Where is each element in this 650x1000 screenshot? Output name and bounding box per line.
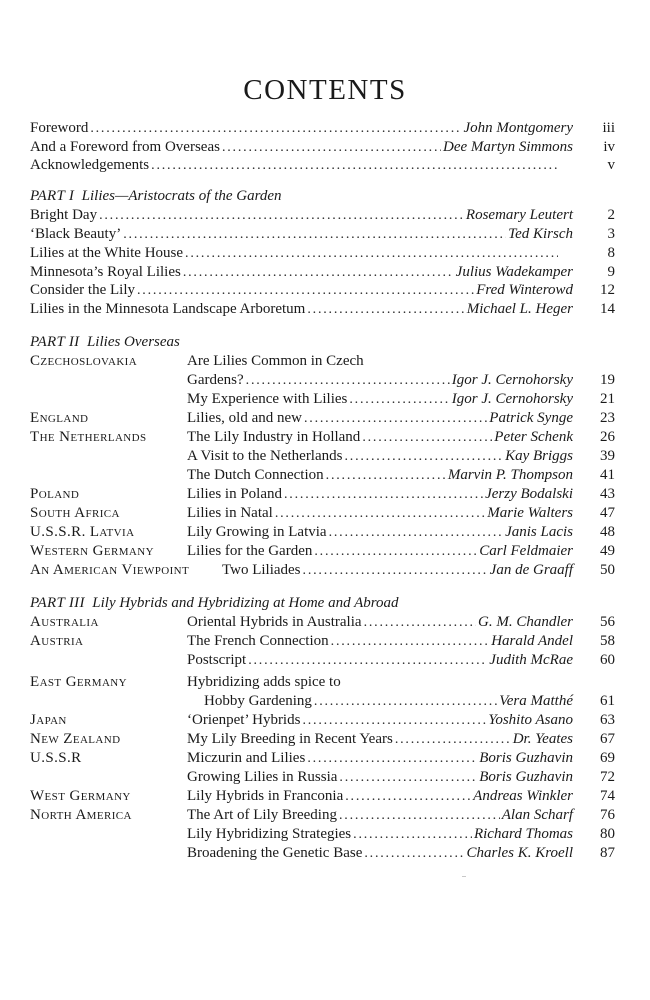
entry-page: 8: [607, 245, 615, 261]
dot-leader: [345, 788, 471, 806]
toc-entry: [30, 156, 560, 174]
toc-entry: [30, 281, 573, 299]
entry-page: 41: [600, 467, 615, 483]
entry-page: iv: [603, 139, 615, 155]
entry-page: 80: [600, 826, 615, 842]
entry-author: Janis Lacis: [505, 524, 573, 540]
country-label: Czechoslovakia: [30, 353, 138, 369]
toc-entry: [187, 787, 573, 805]
toc-entry: [187, 485, 573, 503]
entry-page: 26: [600, 429, 615, 445]
entry-page: v: [607, 157, 615, 173]
dot-leader: [284, 486, 483, 504]
entry-author: Ted Kirsch: [508, 226, 573, 242]
entry-page: 56: [600, 614, 615, 630]
part-name: Lilies Overseas: [86, 334, 180, 350]
toc-entry: [30, 225, 573, 243]
part-number: PART II: [30, 334, 80, 350]
toc-entry: [187, 768, 573, 786]
entry-title: My Experience with Lilies: [187, 391, 348, 407]
entry-title: Hobby Gardening: [204, 693, 312, 709]
dot-leader: [314, 693, 497, 711]
toc-entry: [187, 542, 573, 560]
dot-leader: [222, 139, 441, 157]
entry-title: Lilies for the Garden: [187, 543, 313, 559]
dot-leader: [364, 614, 476, 632]
entry-title: My Lily Breeding in Recent Years: [187, 731, 393, 747]
entry-author: Charles K. Kroell: [466, 845, 573, 861]
entry-author: Marvin P. Thompson: [447, 467, 573, 483]
entry-author: Jerzy Bodalski: [485, 486, 573, 502]
entry-page: 69: [600, 750, 615, 766]
dot-leader: [246, 372, 450, 390]
dot-leader: [349, 391, 449, 409]
country-label: South Africa: [30, 505, 120, 521]
dot-leader: [339, 769, 477, 787]
toc-entry: [30, 206, 573, 224]
entry-page: 14: [600, 301, 615, 317]
toc-entry: [187, 466, 573, 484]
entry-author: Patrick Synge: [489, 410, 573, 426]
entry-title: Lily Hybrids in Franconia: [187, 788, 344, 804]
entry-page: 43: [600, 486, 615, 502]
dot-leader: [151, 157, 558, 175]
entry-title-first-line: Hybridizing adds spice to: [187, 674, 341, 690]
entry-page: 63: [600, 712, 615, 728]
entry-title: Minnesota’s Royal Lilies: [30, 264, 181, 280]
entry-title: ‘Orienpet’ Hybrids: [187, 712, 301, 728]
entry-title: The Dutch Connection: [187, 467, 324, 483]
toc-entry: [187, 504, 573, 522]
country-label: Japan: [30, 712, 67, 728]
toc-entry: [187, 806, 573, 824]
entry-page: 3: [607, 226, 615, 242]
entry-title: ‘Black Beauty’: [30, 226, 122, 242]
country-label: New Zealand: [30, 731, 121, 747]
entry-title: A Visit to the Netherlands: [187, 448, 343, 464]
part-heading: [30, 594, 399, 612]
entry-author: Dr. Yeates: [512, 731, 573, 747]
entry-author: John Montgomery: [463, 120, 573, 136]
entry-page: 23: [600, 410, 615, 426]
part-number: PART III: [30, 595, 85, 611]
entry-author: Yoshito Asano: [488, 712, 573, 728]
dot-leader: [183, 264, 454, 282]
entry-page: 50: [600, 562, 615, 578]
toc-entry: [187, 428, 573, 446]
entry-page: 58: [600, 633, 615, 649]
country-label: East Germany: [30, 674, 127, 690]
toc-entry: [187, 651, 573, 669]
entry-author: Carl Feldmaier: [479, 543, 573, 559]
dot-leader: [339, 807, 500, 825]
dot-leader: [331, 633, 490, 651]
entry-page: 21: [600, 391, 615, 407]
entry-author: G. M. Chandler: [478, 614, 573, 630]
entry-title: Lilies, old and new: [187, 410, 302, 426]
entry-title: Lily Growing in Latvia: [187, 524, 327, 540]
entry-page: 39: [600, 448, 615, 464]
toc-entry: [30, 119, 573, 137]
entry-page: 19: [600, 372, 615, 388]
entry-author: Julius Wadekamper: [455, 264, 573, 280]
toc-entry: [30, 300, 573, 318]
entry-page: 48: [600, 524, 615, 540]
entry-author: Boris Guzhavin: [479, 769, 573, 785]
country-label: Western Germany: [30, 543, 154, 559]
country-label: Austria: [30, 633, 84, 649]
entry-author: Marie Walters: [487, 505, 573, 521]
entry-page: 9: [607, 264, 615, 280]
entry-page: 61: [600, 693, 615, 709]
entry-page: 60: [600, 652, 615, 668]
entry-page: 49: [600, 543, 615, 559]
dot-leader: [364, 845, 464, 863]
entry-author: Andreas Winkler: [473, 788, 573, 804]
entry-title: Foreword: [30, 120, 89, 136]
dot-leader: [314, 543, 477, 561]
country-label: U.S.S.R: [30, 750, 82, 766]
entry-title: Acknowledgements: [30, 157, 150, 173]
entry-title-first-line: Are Lilies Common in Czech: [187, 353, 364, 369]
toc-entry: [187, 730, 573, 748]
country-label: England: [30, 410, 89, 426]
toc-entry: [187, 613, 573, 631]
dot-leader: [304, 410, 487, 428]
entry-author: Michael L. Heger: [466, 301, 573, 317]
entry-title: Lilies in Natal: [187, 505, 273, 521]
entry-author: Igor J. Cernohorsky: [451, 391, 573, 407]
dot-leader: [326, 467, 446, 485]
dot-leader: [395, 731, 511, 749]
part-heading: [30, 187, 282, 205]
entry-title: Postscript: [187, 652, 247, 668]
dot-leader: [185, 245, 558, 263]
toc-entry: [204, 692, 573, 710]
entry-author: Jan de Graaff: [489, 562, 573, 578]
entry-author: Richard Thomas: [473, 826, 573, 842]
toc-entry: [187, 825, 573, 843]
dot-leader: [353, 826, 472, 844]
country-label: Australia: [30, 614, 99, 630]
dot-leader: [344, 448, 503, 466]
toc-entry: [187, 390, 573, 408]
country-label: Poland: [30, 486, 80, 502]
entry-page: 2: [607, 207, 615, 223]
scan-mark: [462, 876, 466, 877]
toc-entry: [222, 561, 573, 579]
entry-author: Igor J. Cernohorsky: [451, 372, 573, 388]
dot-leader: [303, 562, 488, 580]
entry-author: Dee Martyn Simmons: [443, 139, 573, 155]
dot-leader: [99, 207, 464, 225]
entry-title: The Art of Lily Breeding: [187, 807, 337, 823]
toc-entry: [187, 447, 573, 465]
toc-entry: [187, 711, 573, 729]
part-name: Lily Hybrids and Hybridizing at Home and Abroad: [92, 595, 399, 611]
dot-leader: [307, 301, 464, 319]
entry-title: Two Liliades: [222, 562, 301, 578]
entry-title: Oriental Hybrids in Australia: [187, 614, 362, 630]
entry-author: Kay Briggs: [505, 448, 573, 464]
entry-author: Fred Winterowd: [476, 282, 573, 298]
entry-author: Judith McRae: [489, 652, 573, 668]
country-label: The Netherlands: [30, 429, 147, 445]
entry-title: Miczurin and Lilies: [187, 750, 306, 766]
part-heading: [30, 333, 180, 351]
entry-author: Boris Guzhavin: [479, 750, 573, 766]
toc-entry: [187, 844, 573, 862]
entry-title: Consider the Lily: [30, 282, 135, 298]
page-title: CONTENTS: [243, 74, 407, 106]
entry-author: Harald Andel: [491, 633, 573, 649]
entry-title: Lilies in Poland: [187, 486, 282, 502]
country-label: U.S.S.R. Latvia: [30, 524, 135, 540]
dot-leader: [329, 524, 504, 542]
dot-leader: [248, 652, 487, 670]
entry-page: 72: [600, 769, 615, 785]
entry-page: 12: [600, 282, 615, 298]
entry-title: The French Connection: [187, 633, 329, 649]
entry-title: Growing Lilies in Russia: [187, 769, 338, 785]
dot-leader: [137, 282, 474, 300]
dot-leader: [302, 712, 486, 730]
toc-entry: [30, 244, 560, 262]
dot-leader: [275, 505, 485, 523]
toc-entry: [30, 138, 573, 156]
entry-title: The Lily Industry in Holland: [187, 429, 361, 445]
country-label: West Germany: [30, 788, 131, 804]
entry-page: 74: [600, 788, 615, 804]
entry-title: Lilies at the White House: [30, 245, 184, 261]
dot-leader: [123, 226, 506, 244]
entry-author: Vera Matthé: [499, 693, 573, 709]
toc-entry: [187, 371, 573, 389]
dot-leader: [307, 750, 477, 768]
country-label: An American Viewpoint: [30, 562, 190, 578]
entry-author: Rosemary Leutert: [465, 207, 573, 223]
part-name: Lilies—Aristocrats of the Garden: [81, 188, 282, 204]
entry-title: Gardens?: [187, 372, 244, 388]
entry-page: 87: [600, 845, 615, 861]
dot-leader: [90, 120, 461, 138]
part-number: PART I: [30, 188, 75, 204]
country-label: North America: [30, 807, 132, 823]
entry-title: Broadening the Genetic Base: [187, 845, 363, 861]
toc-entry: [187, 523, 573, 541]
toc-entry: [187, 749, 573, 767]
entry-title: Lilies in the Minnesota Landscape Arboretum: [30, 301, 306, 317]
dot-leader: [362, 429, 492, 447]
entry-page: iii: [602, 120, 615, 136]
entry-page: 67: [600, 731, 615, 747]
entry-title: And a Foreword from Overseas: [30, 139, 220, 155]
toc-entry: [187, 409, 573, 427]
entry-author: Peter Schenk: [494, 429, 573, 445]
entry-page: 76: [600, 807, 615, 823]
entry-title: Lily Hybridizing Strategies: [187, 826, 352, 842]
entry-title: Bright Day: [30, 207, 98, 223]
toc-entry: [30, 263, 573, 281]
entry-page: 47: [600, 505, 615, 521]
entry-author: Alan Scharf: [501, 807, 573, 823]
toc-entry: [187, 632, 573, 650]
